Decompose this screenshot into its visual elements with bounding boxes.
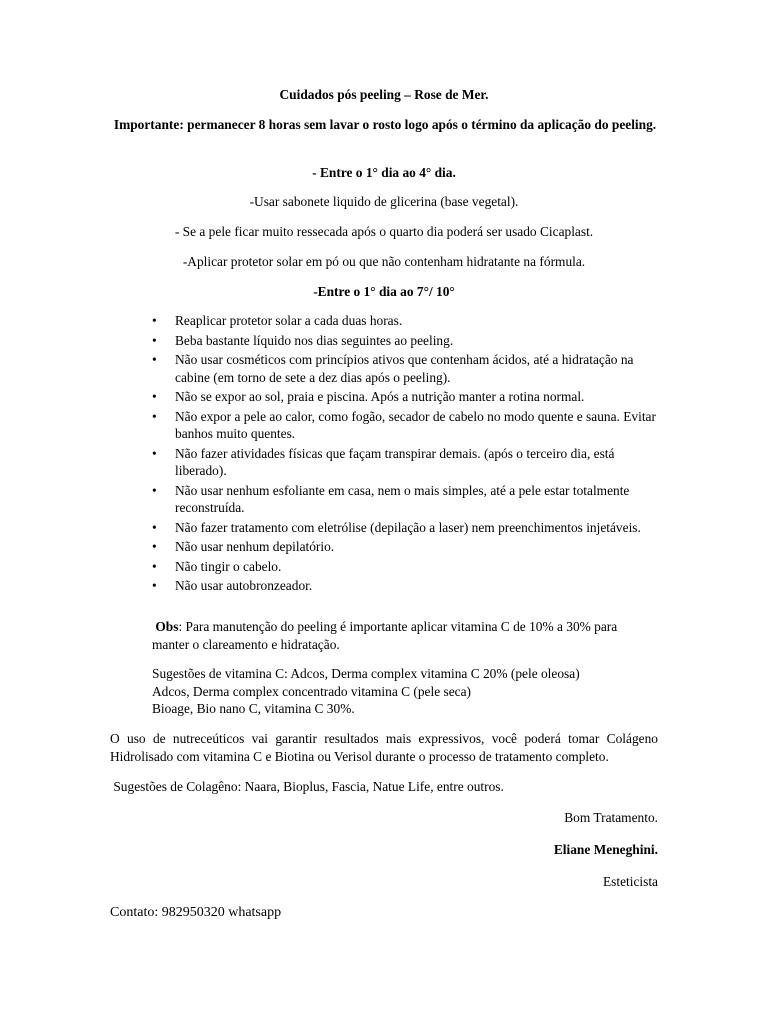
list-item-text: Não usar nenhum depilatório. <box>175 539 335 554</box>
list-item-text: Não fazer tratamento com eletrólise (depilação a laser) nem preenchimentos injetáveis. <box>175 519 641 535</box>
list-item <box>152 538 662 556</box>
care-list <box>152 312 662 597</box>
list-item-text: Não fazer atividades físicas que façam transpirar demais. (após o terceiro dia, está liberado). <box>175 445 615 478</box>
obs-paragraph <box>152 618 657 653</box>
closing-text: Bom Tratamento. <box>564 810 658 825</box>
signature-role: Esteticista <box>602 874 658 889</box>
list-item <box>152 332 662 350</box>
vitamin-c-line: Bioage, Bio nano C, vitamina C 30%. <box>152 701 355 716</box>
vitamin-c-line: Sugestões de vitamina C: Adcos, Derma complex vitamina C 20% (pele oleosa) <box>152 666 580 681</box>
list-item <box>152 577 662 595</box>
list-item-text: Não usar nenhum esfoliante em casa, nem o mais simples, até a pele estar totalmente reconstruída. <box>175 482 630 515</box>
bullet-icon: • <box>152 352 157 367</box>
section1-line-1: -Usar sabonete liquido de glicerina (base vegetal). <box>249 194 519 209</box>
list-item <box>152 388 662 406</box>
list-item <box>152 445 662 480</box>
bullet-icon: • <box>152 332 157 348</box>
list-item <box>152 351 662 386</box>
bullet-icon: • <box>152 445 157 461</box>
vitamin-c-suggestions <box>152 665 662 718</box>
contact-line: Contato: 982950320 whatsapp <box>110 905 282 920</box>
bullet-icon: • <box>152 558 157 574</box>
obs-text: : Para manutenção do peeling é importante aplicar vitamina C de 10% a 30% para manter o clareamento e hidratação. <box>152 619 618 652</box>
list-item-text: Reaplicar protetor solar a cada duas horas. <box>175 313 403 328</box>
signature-name: Eliane Meneghini. <box>553 842 658 857</box>
list-item <box>152 519 662 537</box>
bullet-icon: • <box>152 408 157 424</box>
list-item <box>152 482 662 517</box>
section1-line-3: -Aplicar protetor solar em pó ou que não contenham hidratante na fórmula. <box>182 254 586 269</box>
bullet-icon: • <box>152 313 157 328</box>
obs-label: Obs <box>155 619 179 634</box>
document-title: Cuidados pós peeling – Rose de Mer. <box>279 87 489 102</box>
bullet-icon: • <box>152 539 157 554</box>
section2-heading: -Entre o 1° dia ao 7°/ 10° <box>313 284 455 299</box>
important-notice: Importante: permanecer 8 horas sem lavar o rosto logo após o término da aplicação do peeling. <box>113 117 657 132</box>
section1-line-2: - Se a pele ficar muito ressecada após o quarto dia poderá ser usado Cicaplast. <box>174 224 594 239</box>
list-item-text: Beba bastante líquido nos dias seguintes ao peeling. <box>175 332 454 348</box>
list-item-text: Não se expor ao sol, praia e piscina. Após a nutrição manter a rotina normal. <box>175 389 585 404</box>
list-item <box>152 408 662 443</box>
list-item <box>152 312 662 330</box>
bullet-icon: • <box>152 482 157 498</box>
list-item-text: Não usar autobronzeador. <box>175 578 313 593</box>
list-item-text: Não usar cosméticos com princípios ativos que contenham ácidos, até a hidratação na cabine (em torno de sete a dez dias após o peeling). <box>175 352 634 385</box>
list-item <box>152 558 662 576</box>
collagen-text: Sugestões de Colagêno: Naara, Bioplus, Fascia, Natue Life, entre outros. <box>113 779 504 794</box>
section1-heading: - Entre o 1° dia ao 4° dia. <box>312 165 456 180</box>
list-item-text: Não expor a pele ao calor, como fogão, secador de cabelo no modo quente e sauna. Evitar banhos muito quentes. <box>175 408 656 441</box>
bullet-icon: • <box>152 519 157 535</box>
bullet-icon: • <box>152 578 157 593</box>
list-item-text: Não tingir o cabelo. <box>175 558 282 574</box>
bullet-icon: • <box>152 389 157 404</box>
collagen-suggestions <box>110 778 658 795</box>
nutraceuticals-paragraph: O uso de nutreceúticos vai garantir resultados mais expressivos, você poderá tomar Colágeno Hidrolisado com vitamina C e Biotina ou Verisol durante o processo de tratamento completo. <box>110 731 658 764</box>
vitamin-c-line: Adcos, Derma complex concentrado vitamina C (pele seca) <box>152 683 472 699</box>
